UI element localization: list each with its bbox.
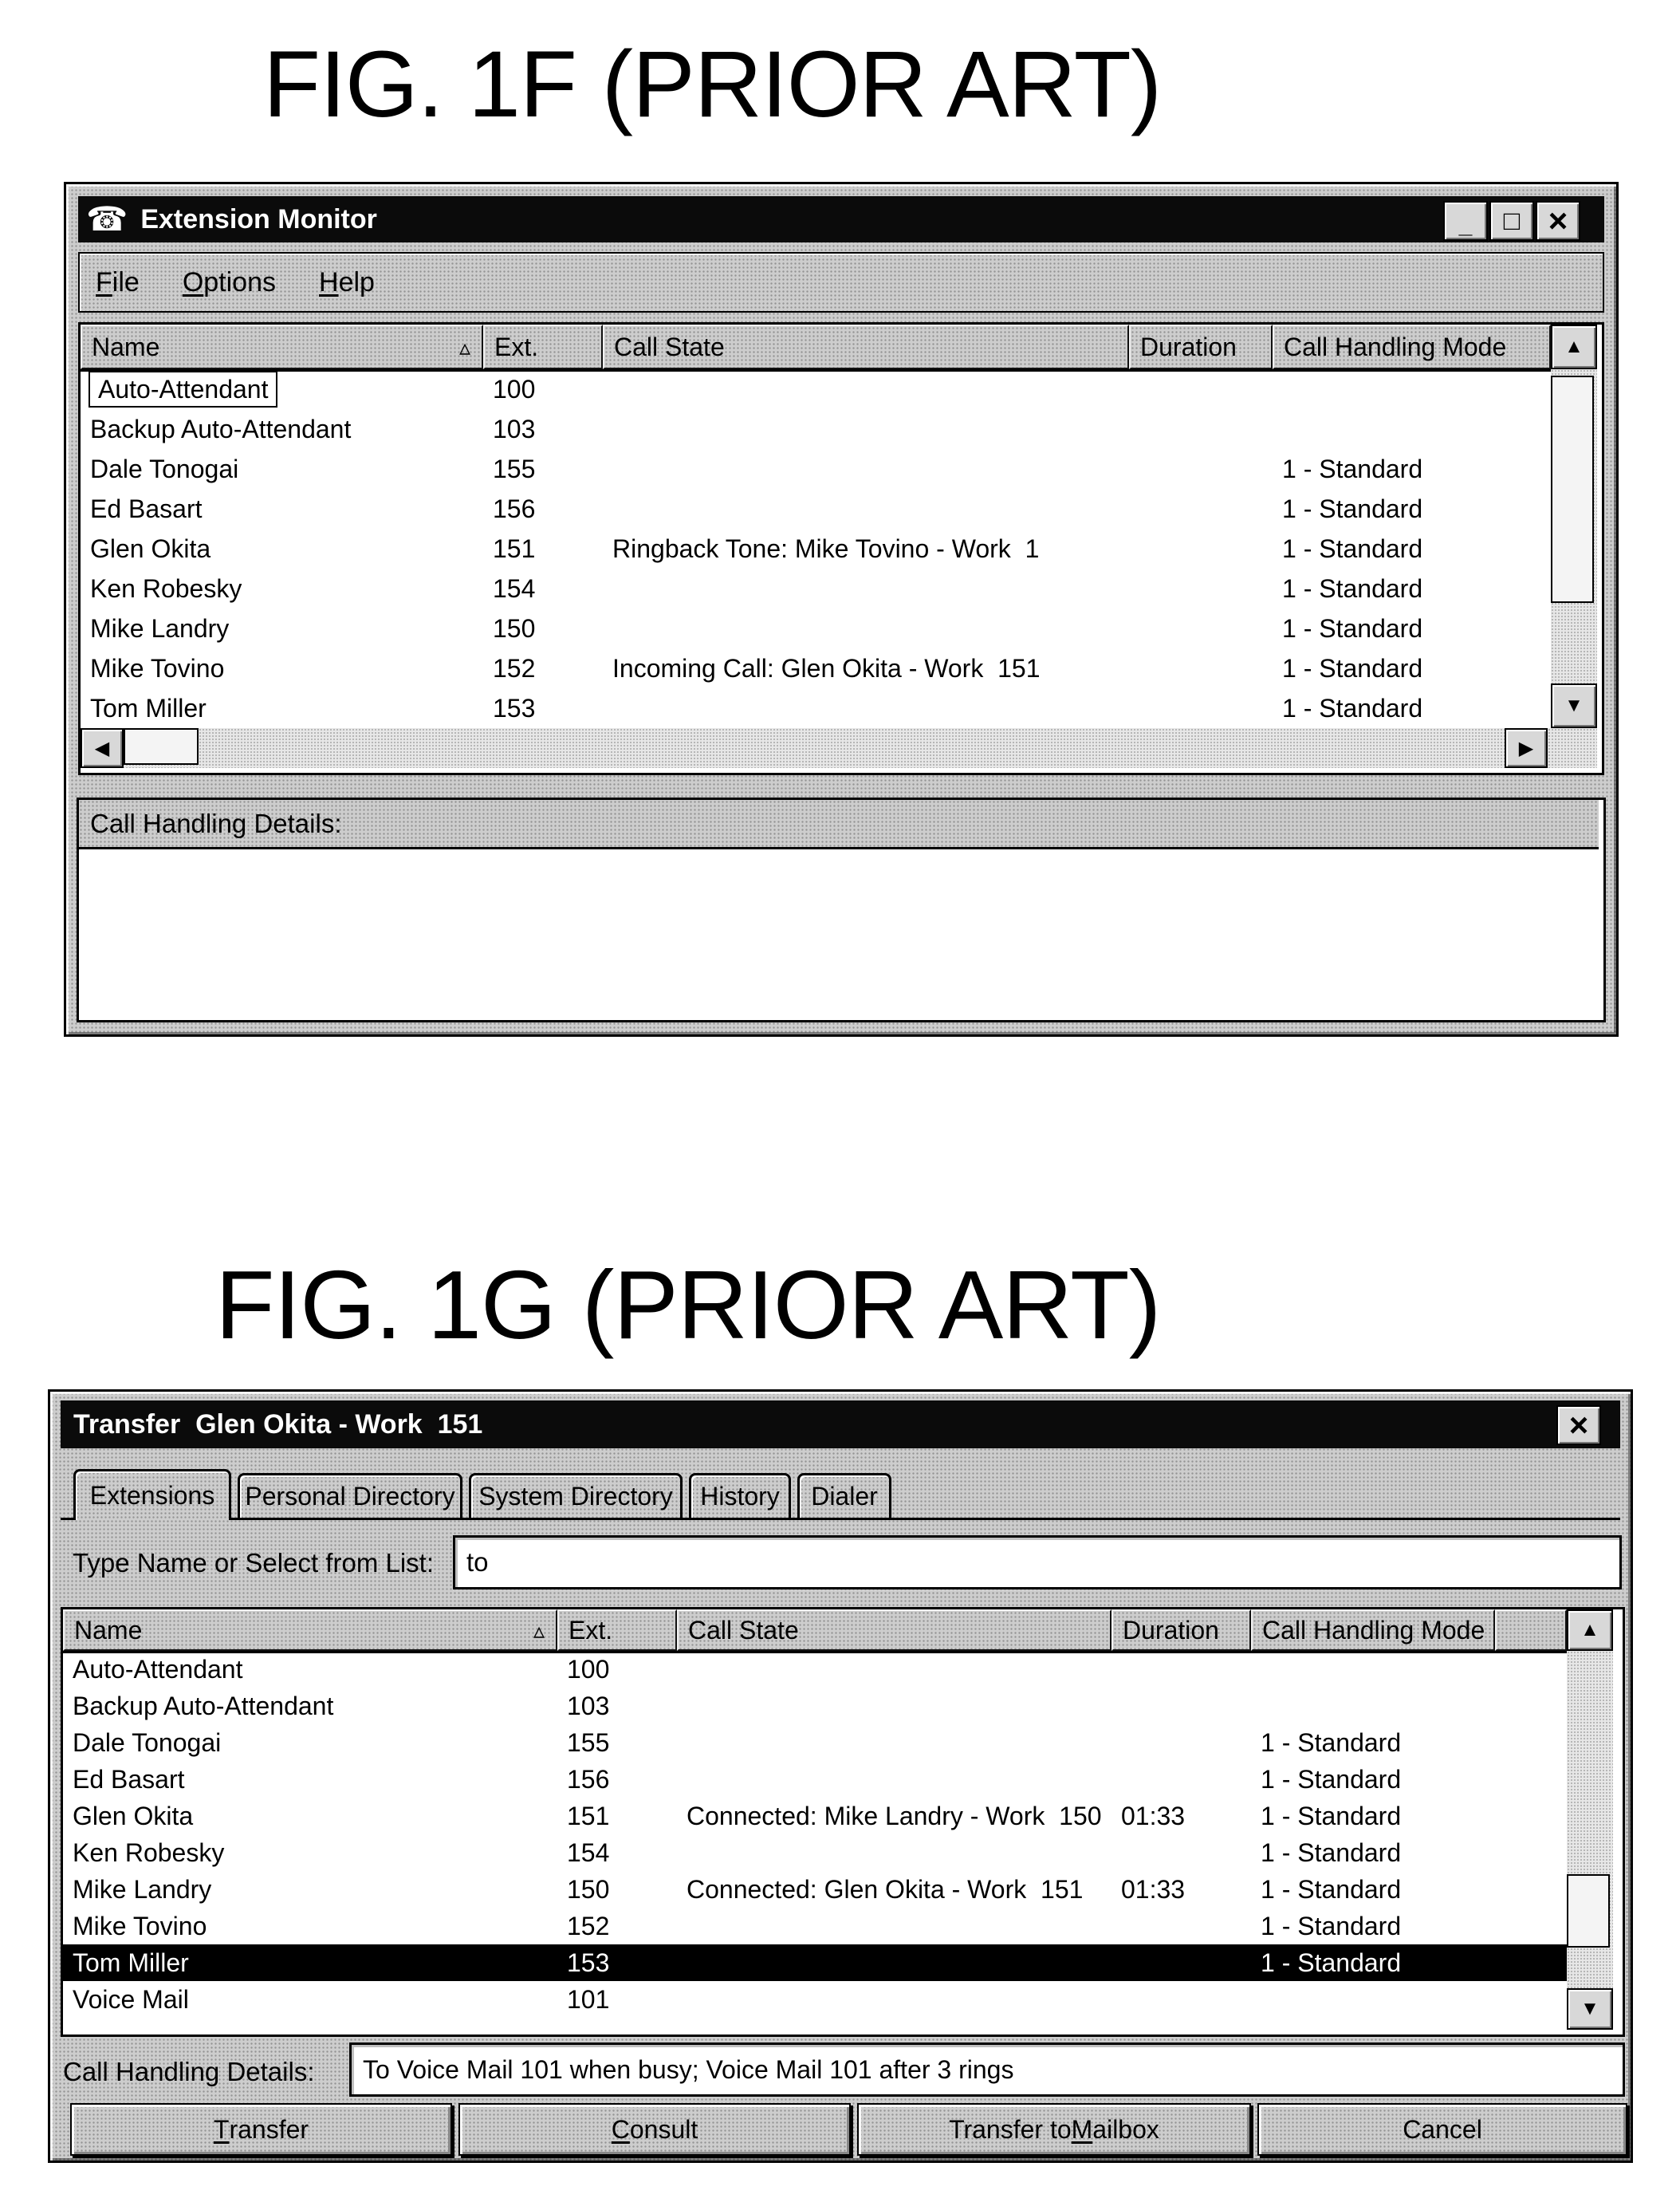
column-header-ext[interactable]: Ext. [483, 325, 603, 369]
table-row[interactable] [81, 409, 1551, 449]
cell-ext: 155 [567, 1728, 610, 1757]
cell-name: Backup Auto-Attendant [90, 415, 352, 443]
column-header-call-handling-mode[interactable]: Call Handling Mode [1251, 1609, 1495, 1651]
cell-ext: 152 [567, 1912, 610, 1940]
cell-duration [1129, 449, 1273, 489]
table-row[interactable] [81, 688, 1551, 728]
titlebar[interactable] [78, 196, 1604, 242]
scrollbar-corner [1551, 728, 1597, 768]
cell-mode: 1 - Standard [1261, 1912, 1402, 1940]
cell-name: Mike Tovino [73, 1912, 207, 1940]
cell-duration [1111, 1944, 1251, 1981]
cell-call-state [603, 609, 1129, 648]
tab-system-directory[interactable]: System Directory [469, 1473, 683, 1518]
cell-call-state [677, 1688, 1111, 1724]
cell-mode [1251, 1688, 1495, 1724]
cell-ext: 154 [567, 1838, 610, 1867]
cell-name: Tom Miller [90, 694, 207, 723]
cell-call-state [603, 449, 1129, 489]
table-row[interactable] [63, 1761, 1567, 1798]
tab-strip [61, 1463, 1620, 1520]
cell-mode: 1 - Standard [1282, 654, 1423, 683]
cell-call-state [677, 1834, 1111, 1871]
call-handling-details-header [79, 800, 1599, 849]
menu-options[interactable]: Options [182, 266, 276, 297]
cell-ext: 155 [493, 455, 536, 483]
column-header-blank [1495, 1609, 1567, 1651]
cell-duration [1129, 489, 1273, 529]
cell-name: Glen Okita [90, 534, 211, 563]
cell-name: Backup Auto-Attendant [73, 1692, 334, 1720]
sort-ascending-icon: ▵ [533, 1617, 545, 1643]
tab-dialer[interactable]: Dialer [797, 1473, 891, 1518]
horizontal-scrollbar-thumb[interactable] [124, 728, 199, 765]
cell-name: Mike Tovino [90, 654, 225, 683]
tab-personal-directory[interactable]: Personal Directory [238, 1473, 462, 1518]
column-header-duration[interactable]: Duration [1129, 325, 1273, 369]
cell-ext: 100 [567, 1655, 610, 1684]
cell-call-state [677, 1944, 1111, 1981]
table-body [63, 1651, 1567, 2018]
up-arrow-icon: ▲ [1564, 336, 1584, 357]
scroll-up-button[interactable] [1551, 325, 1597, 369]
horizontal-scrollbar-track[interactable] [81, 728, 1551, 768]
close-button[interactable] [1536, 201, 1580, 241]
right-arrow-icon: ▶ [1518, 737, 1534, 759]
cell-duration [1129, 369, 1273, 409]
table-row[interactable] [63, 1651, 1567, 1688]
cell-mode: 1 - Standard [1282, 614, 1423, 643]
cell-name: Ed Basart [73, 1765, 185, 1794]
table-row[interactable] [81, 529, 1551, 569]
cell-duration [1111, 1724, 1251, 1761]
table-row[interactable] [63, 1688, 1567, 1724]
cell-name: Dale Tonogai [73, 1728, 222, 1757]
table-row[interactable] [63, 1798, 1567, 1834]
cell-mode [1273, 409, 1551, 449]
close-icon: × [1568, 1406, 1589, 1444]
cell-name: Ken Robesky [90, 574, 242, 603]
call-handling-details-label: Call Handling Details: [90, 808, 342, 838]
cell-call-state [603, 489, 1129, 529]
cell-mode: 1 - Standard [1261, 1765, 1402, 1794]
cell-duration [1129, 569, 1273, 609]
cell-ext: 153 [493, 694, 536, 723]
minimize-button[interactable] [1443, 201, 1488, 241]
table-row[interactable] [81, 609, 1551, 648]
cell-call-state: Connected: Glen Okita - Work 151 [687, 1875, 1084, 1904]
call-handling-details-panel [77, 798, 1606, 1022]
window-title: Extension Monitor [140, 203, 377, 234]
cell-mode: 1 - Standard [1261, 1728, 1402, 1757]
scroll-up-button[interactable] [1567, 1609, 1613, 1651]
vertical-scrollbar-thumb[interactable] [1567, 1874, 1610, 1948]
transfer-to-mailbox-button[interactable]: Transfer to M ailbox [857, 2103, 1251, 2156]
down-arrow-icon: ▼ [1564, 695, 1584, 716]
table-row[interactable] [63, 1981, 1567, 2018]
column-header-call-state[interactable]: Call State [677, 1609, 1111, 1651]
cell-call-state: Connected: Mike Landry - Work 150 [687, 1802, 1102, 1830]
table-row[interactable] [81, 648, 1551, 688]
call-handling-details-value: To Voice Mail 101 when busy; Voice Mail 101 after 3 rings [349, 2042, 1625, 2097]
column-header-duration[interactable]: Duration [1111, 1609, 1251, 1651]
type-name-label: Type Name or Select from List: [73, 1548, 434, 1578]
cell-ext: 100 [493, 375, 536, 404]
maximize-button[interactable] [1489, 201, 1534, 241]
cell-mode: 1 - Standard [1261, 1948, 1402, 1977]
menu-file[interactable]: File [96, 266, 140, 297]
cell-duration [1111, 1688, 1251, 1724]
up-arrow-icon: ▲ [1580, 1619, 1599, 1641]
cell-name: Tom Miller [73, 1948, 189, 1977]
table-row[interactable] [63, 1834, 1567, 1871]
cell-name: Auto-Attendant [73, 1655, 243, 1684]
cell-ext: 153 [567, 1948, 610, 1977]
cell-call-state [677, 1908, 1111, 1944]
cell-ext: 101 [567, 1985, 610, 2014]
left-arrow-icon: ◀ [94, 737, 110, 759]
call-handling-details-body [79, 852, 1599, 1015]
cell-duration [1129, 609, 1273, 648]
cell-duration [1111, 1981, 1251, 2018]
cell-call-state [603, 569, 1129, 609]
cell-ext: 152 [493, 654, 536, 683]
cell-name: Glen Okita [73, 1802, 194, 1830]
column-header-ext[interactable]: Ext. [557, 1609, 677, 1651]
titlebar[interactable] [61, 1400, 1620, 1448]
menu-bar [78, 252, 1604, 313]
cell-name: Auto-Attendant [81, 369, 483, 409]
extension-list [78, 322, 1604, 775]
cell-call-state [677, 1761, 1111, 1798]
cell-mode: 1 - Standard [1261, 1875, 1402, 1904]
table-row[interactable] [63, 1724, 1567, 1761]
transfer-button[interactable]: T ransfer [70, 2103, 452, 2156]
cell-ext: 103 [567, 1692, 610, 1720]
close-button[interactable] [1556, 1405, 1601, 1445]
dialog-title: Transfer Glen Okita - Work 151 [73, 1408, 483, 1440]
table-header-row [63, 1609, 1567, 1653]
transfer-dialog [48, 1389, 1633, 2163]
cell-duration [1111, 1761, 1251, 1798]
cell-duration [1129, 529, 1273, 569]
table-body [81, 369, 1551, 728]
vertical-scrollbar-thumb[interactable] [1551, 376, 1594, 603]
cell-name: Dale Tonogai [90, 455, 239, 483]
column-header-call-handling-mode[interactable]: Call Handling Mode [1273, 325, 1551, 369]
scroll-down-button[interactable] [1567, 1988, 1613, 2030]
cell-duration [1129, 409, 1273, 449]
fig1f-heading: FIG. 1F (PRIOR ART) [263, 32, 1162, 137]
menu-help[interactable]: Help [319, 266, 375, 297]
scroll-right-button[interactable] [1505, 728, 1548, 768]
cell-ext: 154 [493, 574, 536, 603]
call-handling-details-label: Call Handling Details: [63, 2057, 315, 2086]
scroll-down-button[interactable] [1551, 683, 1597, 728]
cell-duration [1129, 688, 1273, 728]
cell-call-state [677, 1651, 1111, 1688]
cell-mode: 1 - Standard [1261, 1802, 1402, 1830]
cell-name: Mike Landry [90, 614, 230, 643]
vertical-scrollbar-track[interactable] [1551, 369, 1597, 683]
table-row[interactable] [81, 569, 1551, 609]
cell-ext: 150 [493, 614, 536, 643]
cell-mode [1251, 1981, 1495, 2018]
cell-call-state [677, 1981, 1111, 2018]
cell-duration [1111, 1834, 1251, 1871]
table-row[interactable] [63, 1871, 1567, 1908]
cell-duration [1111, 1908, 1251, 1944]
cell-call-state [603, 688, 1129, 728]
cell-mode: 1 - Standard [1282, 534, 1423, 563]
cell-duration: 01:33 [1121, 1802, 1186, 1830]
column-header-call-state[interactable]: Call State [603, 325, 1129, 369]
table-row[interactable] [81, 489, 1551, 529]
cell-duration [1111, 1651, 1251, 1688]
table-row[interactable] [81, 369, 1551, 409]
table-row[interactable] [81, 449, 1551, 489]
cell-ext: 156 [567, 1765, 610, 1794]
cell-name: Mike Landry [73, 1875, 212, 1904]
scroll-left-button[interactable] [81, 728, 124, 768]
phone-icon: ☎ [86, 200, 128, 238]
column-header-name[interactable]: Name ▵ [63, 1609, 557, 1651]
cell-name: Ed Basart [90, 494, 203, 523]
tab-extensions[interactable]: Extensions [73, 1469, 231, 1520]
cell-mode: 1 - Standard [1282, 574, 1423, 603]
down-arrow-icon: ▼ [1580, 1998, 1599, 2019]
cell-mode: 1 - Standard [1282, 694, 1423, 723]
table-row[interactable] [63, 1908, 1567, 1944]
cell-call-state: Incoming Call: Glen Okita - Work 151 [612, 654, 1041, 683]
cell-call-state: Ringback Tone: Mike Tovino - Work 1 [612, 534, 1040, 563]
cell-ext: 151 [493, 534, 536, 563]
extension-list [61, 1607, 1625, 2037]
cancel-button[interactable]: Cancel [1257, 2103, 1627, 2156]
cell-duration [1129, 648, 1273, 688]
cell-mode [1273, 369, 1551, 409]
cell-mode: 1 - Standard [1261, 1838, 1402, 1867]
consult-button[interactable]: C onsult [458, 2103, 851, 2156]
cell-mode: 1 - Standard [1282, 455, 1423, 483]
extension-monitor-window [64, 182, 1619, 1037]
cell-ext: 151 [567, 1802, 610, 1830]
cell-mode [1251, 1651, 1495, 1688]
tab-history[interactable]: History [689, 1473, 791, 1518]
maximize-icon: □ [1503, 205, 1521, 236]
minimize-icon: _ [1458, 212, 1473, 238]
cell-ext: 103 [493, 415, 536, 443]
cell-ext: 150 [567, 1875, 610, 1904]
type-name-input[interactable] [453, 1535, 1622, 1589]
cell-call-state [603, 369, 1129, 409]
table-header-row [81, 325, 1551, 372]
vertical-scrollbar-track[interactable] [1567, 1651, 1613, 1988]
cell-name: Voice Mail [73, 1985, 189, 2014]
cell-mode: 1 - Standard [1282, 494, 1423, 523]
fig1g-heading: FIG. 1G (PRIOR ART) [215, 1251, 1161, 1359]
cell-name: Ken Robesky [73, 1838, 225, 1867]
column-header-name[interactable]: Name ▵ [81, 325, 483, 369]
table-row-selected[interactable] [63, 1944, 1567, 1981]
cell-duration: 01:33 [1121, 1875, 1186, 1904]
cell-call-state [603, 409, 1129, 449]
cell-ext: 156 [493, 494, 536, 523]
cell-call-state [677, 1724, 1111, 1761]
sort-ascending-icon: ▵ [458, 334, 470, 360]
close-icon: × [1548, 202, 1568, 239]
